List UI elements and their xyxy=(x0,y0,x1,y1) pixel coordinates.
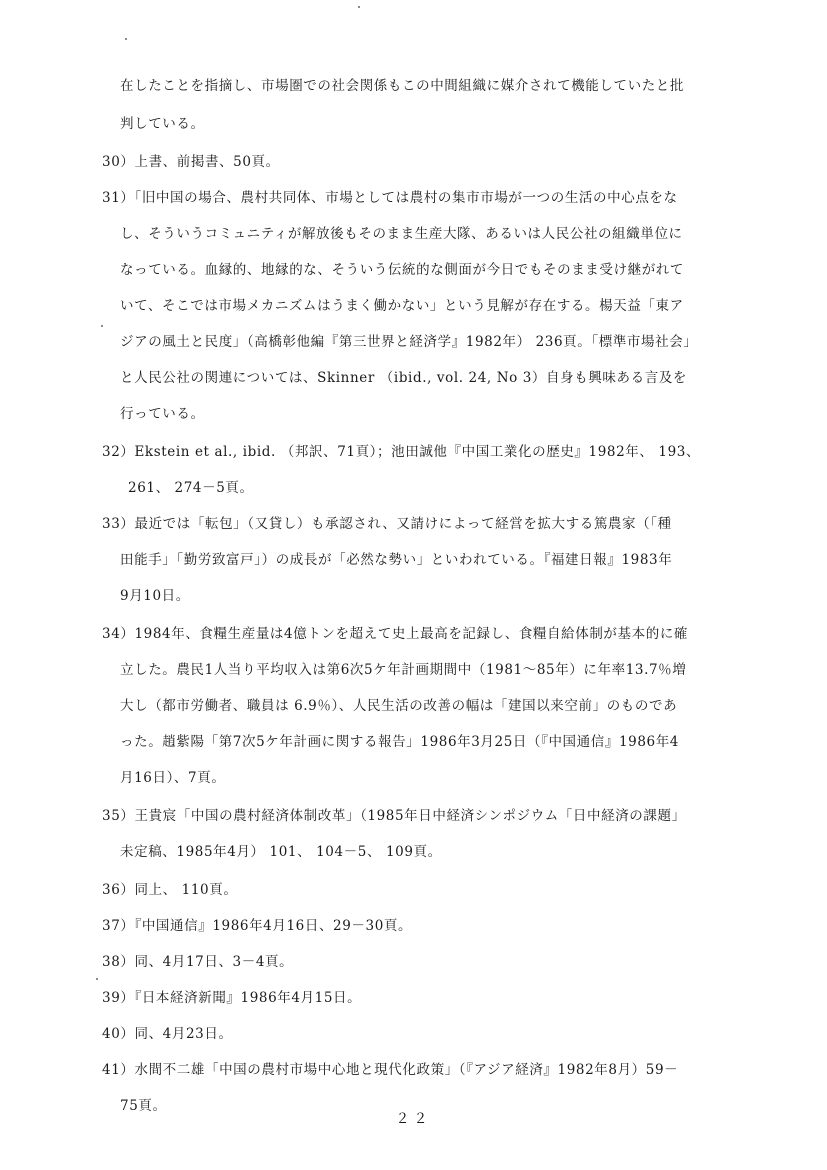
footnote-39: 39）『日本経済新聞』1986年4月15日。 xyxy=(102,990,362,1006)
footnote-33: 33）最近では「転包」（又貸し）も承認され、又請けによって経営を拡大する篤農家（「種 xyxy=(102,516,672,532)
scan-speck xyxy=(101,325,103,327)
text-line: 75頁。 xyxy=(120,1098,167,1114)
footnote-41: 41）水間不二雄「中国の農村市場中心地と現代化政策」（『アジア経済』1982年8月）59－ xyxy=(102,1062,679,1078)
text-line: 行っている。 xyxy=(120,406,205,422)
text-line: いて、そこでは市場メカニズムはうまく働かない」という見解が存在する。楊天益「東ア xyxy=(120,298,684,314)
text-line: った。趙紫陽「第7次5ケ年計画に関する報告」1986年3月25日（『中国通信』1986年4 xyxy=(120,734,679,750)
text-line: と人民公社の関連については、Skinner （ibid., vol. 24, No 3）自身も興味ある言及を xyxy=(120,370,688,386)
footnote-35: 35）王貴宸「中国の農村経済体制改革」（1985年日中経済シンポジウム「日中経済の課題」 xyxy=(102,808,686,824)
text-line: 在したことを指摘し、市場圏での社会関係もこの中間組織に媒介されて機能していたと批 xyxy=(120,78,684,94)
text-line: 田能手」「勤労致富戸」）の成長が「必然な勢い」といわれている。『福建日報』1983年 xyxy=(120,552,673,568)
text-line: し、そういうコミュニティが解放後もそのまま生産大隊、あるいは人民公社の組織単位に xyxy=(120,226,683,242)
scan-speck xyxy=(358,6,360,8)
footnote-30: 30）上書、前掲書、50頁。 xyxy=(102,154,280,170)
text-line: 261、 274－5頁。 xyxy=(128,480,254,496)
text-line: 未定稿、1985年4月） 101、 104－5、 109頁。 xyxy=(120,844,442,860)
footnote-36: 36）同上、 110頁。 xyxy=(102,882,238,898)
text-line: 判している。 xyxy=(120,116,205,132)
page-number: ２２ xyxy=(395,1111,432,1127)
footnote-32: 32）Ekstein et al., ibid. （邦訳、71頁）；池田誠他『中国工業化の歴史』1982年、 193、 xyxy=(102,444,701,460)
scan-speck xyxy=(96,978,98,980)
text-line: 月16日）、7頁。 xyxy=(120,770,226,786)
text-line: なっている。血縁的、地縁的な、そういう伝統的な側面が今日でもそのまま受け継がれて xyxy=(120,262,684,278)
footnote-34: 34）1984年、食糧生産量は4億トンを超えて史上最高を記録し、食糧自給体制が基本的に確 xyxy=(102,626,689,642)
footnote-37: 37）『中国通信』1986年4月16日、29－30頁。 xyxy=(102,918,413,934)
text-line: ジアの風土と民度」（高橋彰他編『第三世界と経済学』1982年） 236頁。「標準市場社会」 xyxy=(120,334,698,350)
footnote-40: 40）同、4月23日。 xyxy=(102,1026,233,1042)
text-line: 立した。農民1人当り平均収入は第6次5ケ年計画期間中（1981～85年）に年率13.7％増 xyxy=(120,662,687,678)
scan-speck xyxy=(125,38,127,40)
text-line: 大し（都市労働者、職員は 6.9％）、人民生活の改善の幅は「建国以来空前」のものであ xyxy=(120,698,678,714)
footnote-38: 38）同、4月17日、3－4頁。 xyxy=(102,954,294,970)
text-line: 9月10日。 xyxy=(120,588,190,604)
footnote-31: 31）「旧中国の場合、農村共同体、市場としては農村の集市市場が一つの生活の中心点をな xyxy=(102,190,678,206)
